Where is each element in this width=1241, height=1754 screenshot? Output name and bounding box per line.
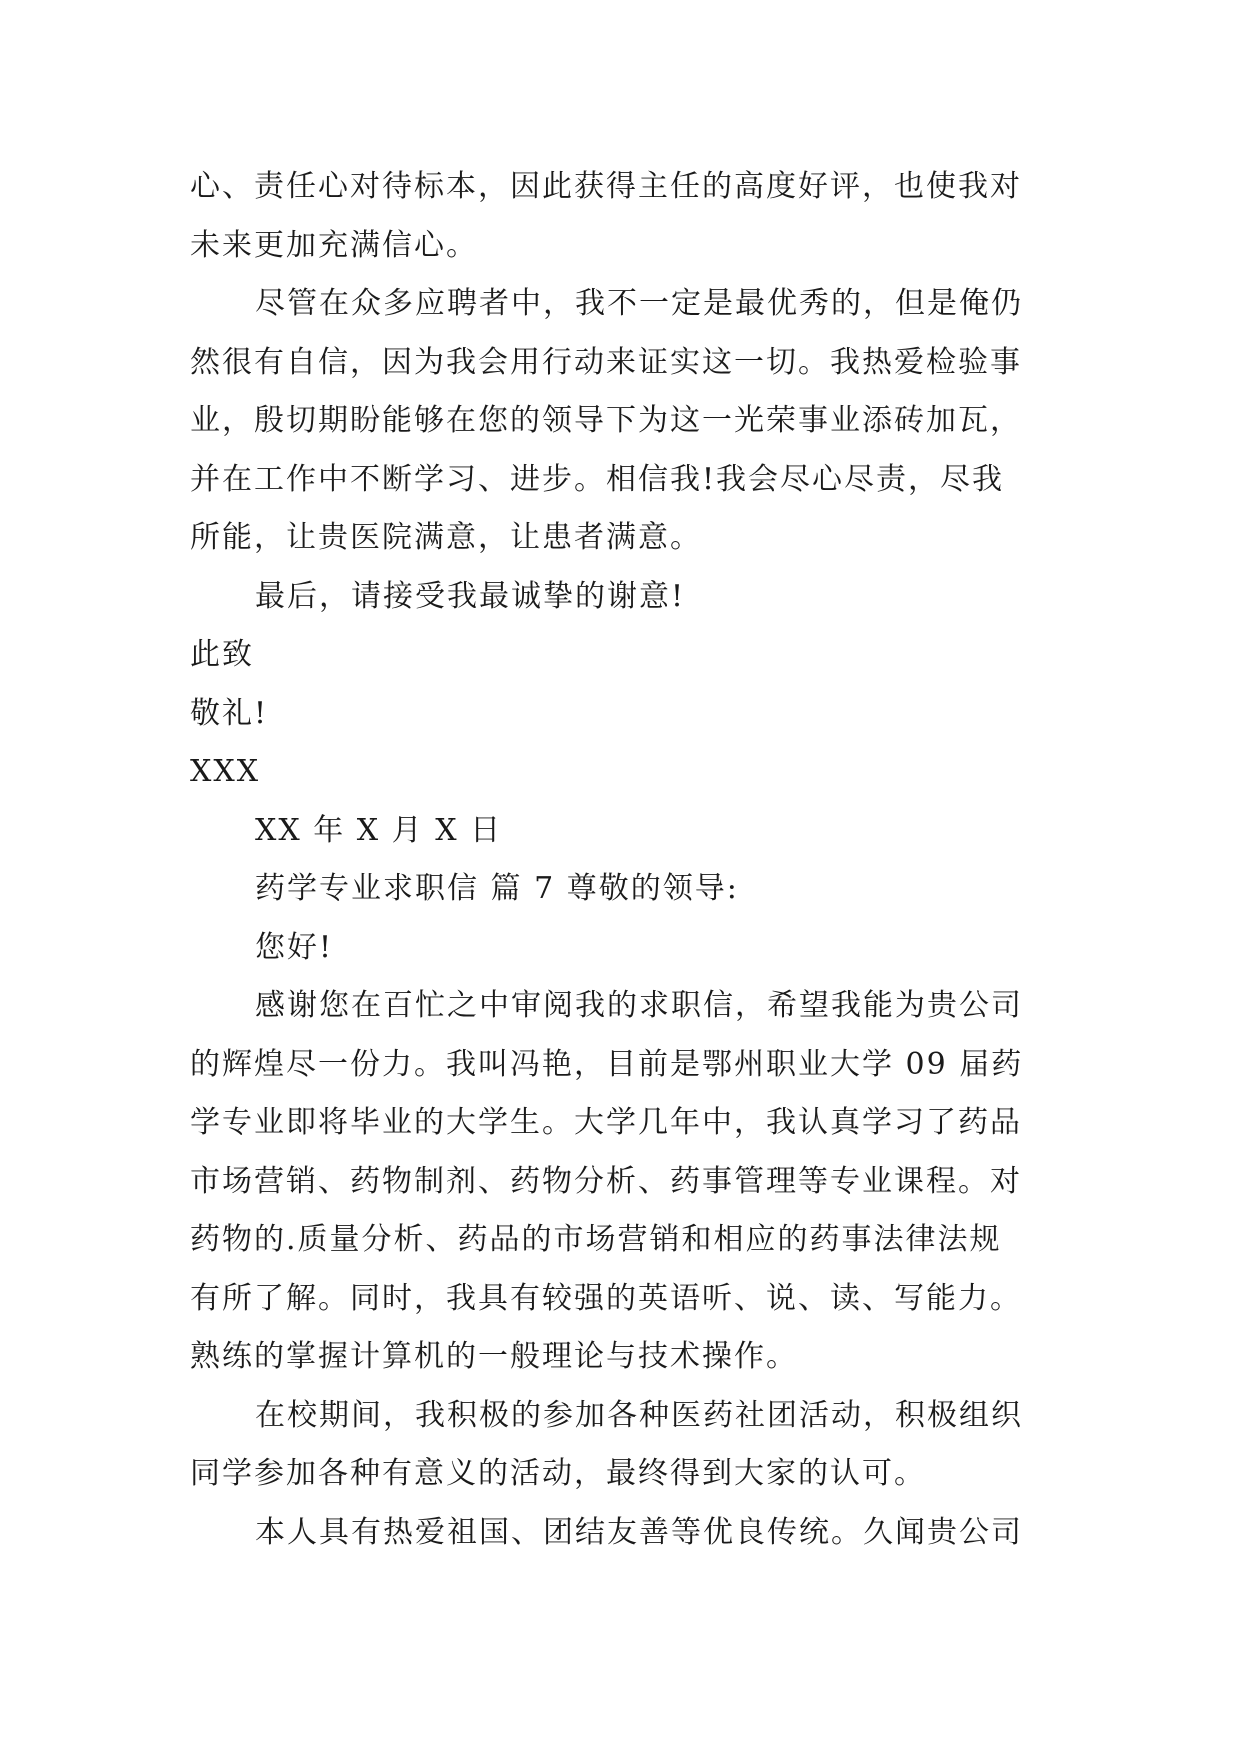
text-line: XXX (190, 754, 261, 789)
text-line: 业，殷切期盼能够在您的领导下为这一光荣事业添砖加瓦， (190, 403, 1022, 438)
text-line: 此致 (190, 637, 254, 672)
text-line: 心、责任心对待标本，因此获得主任的高度好评，也使我对 (190, 169, 1022, 204)
text-line: 药学专业求职信 篇 7 尊敬的领导: (255, 871, 739, 906)
text-line: 有所了解。同时，我具有较强的英语听、说、读、写能力。 (190, 1280, 1022, 1316)
text-line: 最后，请接受我最诚挚的谢意! (255, 578, 686, 614)
text-line: 同学参加各种有意义的活动，最终得到大家的认可。 (190, 1456, 926, 1491)
text-line: 学专业即将毕业的大学生。大学几年中，我认真学习了药品 (190, 1105, 1022, 1140)
text-line: 未来更加充满信心。 (190, 227, 478, 263)
text-line: 药物的.质量分析、药品的市场营销和相应的药事法律法规 (190, 1222, 1002, 1257)
text-line: 您好! (255, 929, 334, 965)
text-line: 在校期间，我积极的参加各种医药社团活动，积极组织 (255, 1397, 1023, 1433)
text-line: 感谢您在百忙之中审阅我的求职信，希望我能为贵公司 (255, 988, 1023, 1023)
text-line: 本人具有热爱祖国、团结友善等优良传统。久闻贵公司 (255, 1514, 1023, 1550)
text-line: 敬礼! (190, 695, 269, 731)
text-line: 然很有自信，因为我会用行动来证实这一切。我热爱检验事 (190, 344, 1022, 380)
text-line: 尽管在众多应聘者中，我不一定是最优秀的，但是俺仍 (255, 286, 1023, 321)
letter-body (190, 158, 1060, 1562)
text-line: 市场营销、药物制剂、药物分析、药事管理等专业课程。对 (190, 1163, 1022, 1199)
text-line: 的辉煌尽一份力。我叫冯艳，目前是鄂州职业大学 09 届药 (190, 1046, 1024, 1082)
text-line: 并在工作中不断学习、进步。相信我!我会尽心尽责，尽我 (190, 461, 1005, 497)
text-line: 熟练的掌握计算机的一般理论与技术操作。 (190, 1339, 798, 1374)
text-line: 所能，让贵医院满意，让患者满意。 (190, 520, 702, 555)
text-line: XX 年 X 月 X 日 (255, 812, 503, 848)
